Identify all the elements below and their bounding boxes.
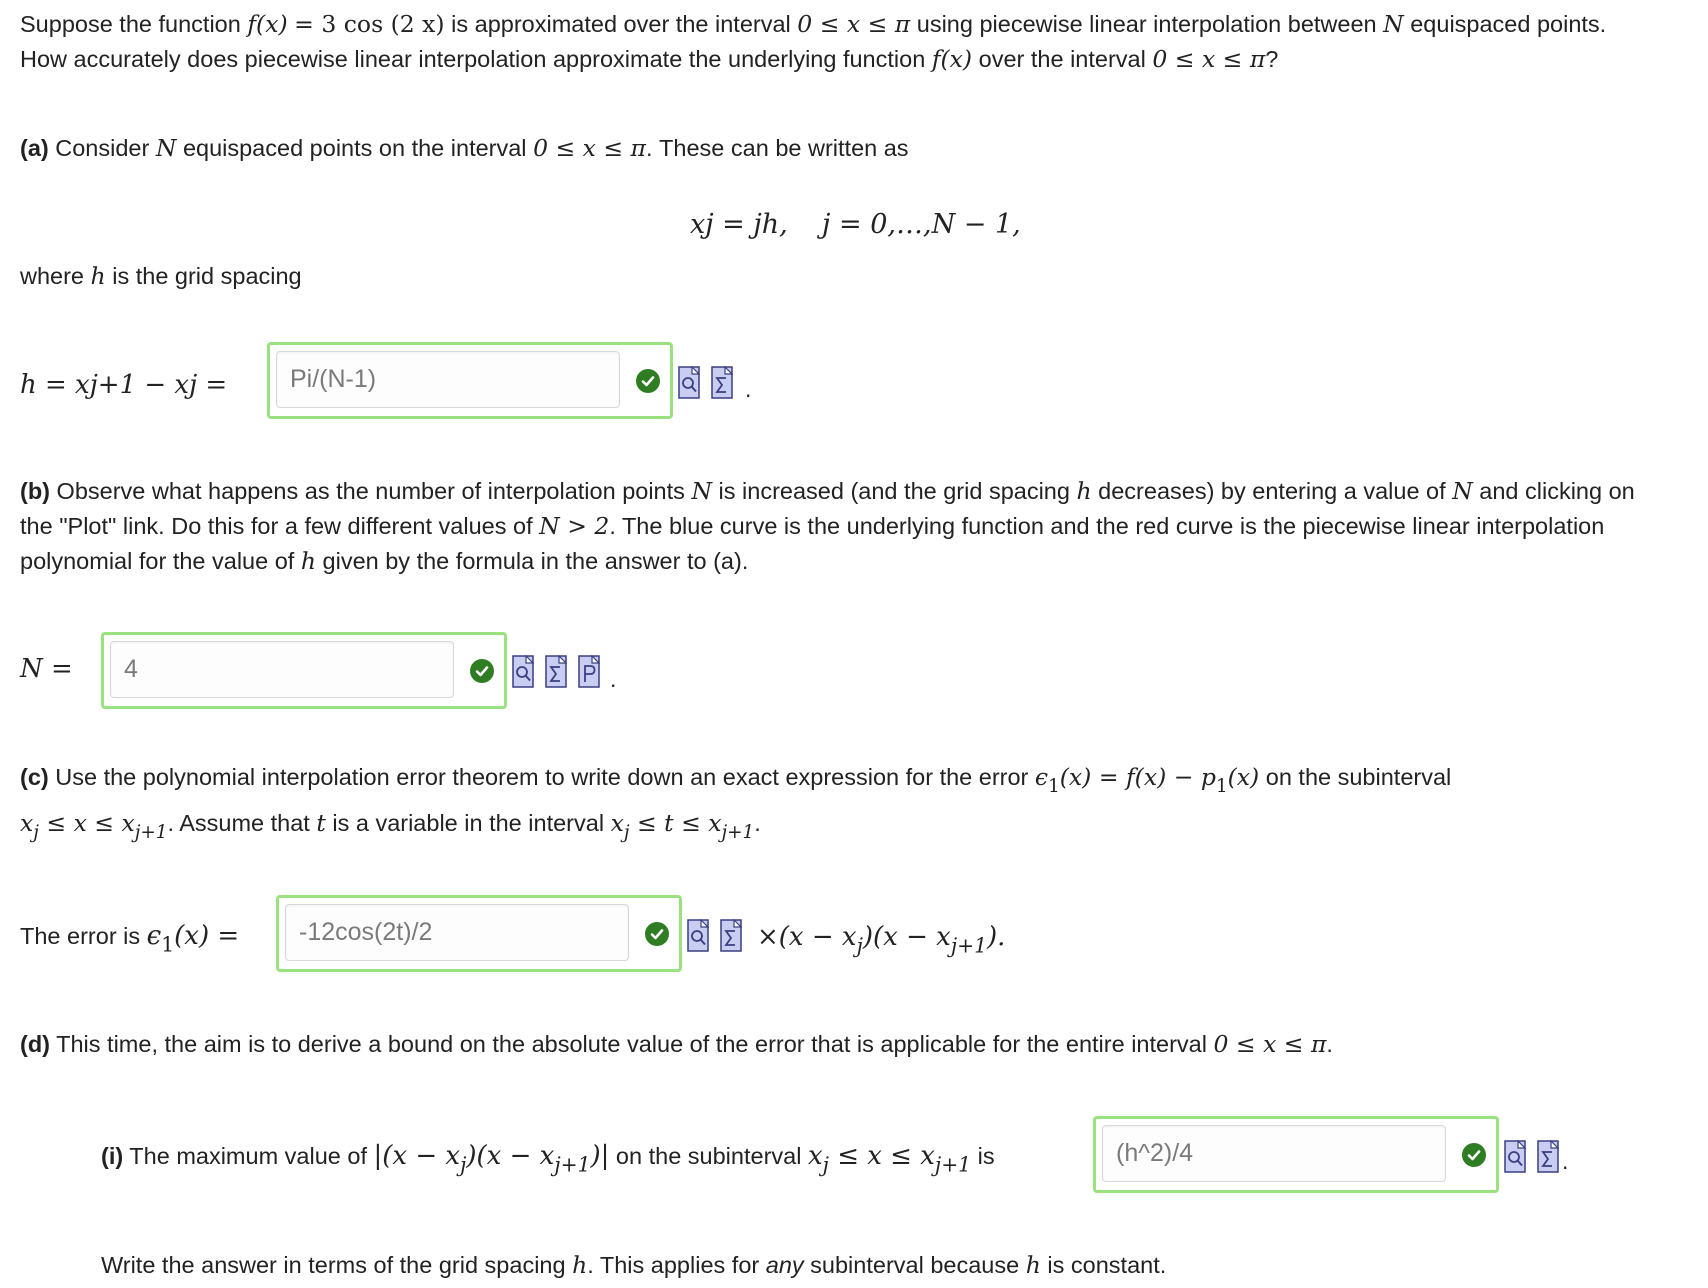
part-d-i-label: (i) [101, 1143, 124, 1169]
answer-box-c [276, 895, 682, 972]
part-a-statement: (a) Consider N equispaced points on the interval 0 ≤ x ≤ π. These can be written as [20, 134, 909, 162]
part-b-label: (b) [20, 478, 51, 504]
correct-check-icon [636, 369, 660, 393]
part-d-i-statement: (i) The maximum value of $|(x - x_j)(x - x_{j+1})|$ on the subinterval $x_j \le x \le x_{j+1}$ is [101, 1141, 995, 1177]
N-equation-label: N = [20, 654, 73, 684]
part-d-statement: (d) This time, the aim is to derive a bound on the absolute value of the error that is applicable for the entire interval 0 ≤ x ≤ π. [20, 1030, 1333, 1058]
preview-icon[interactable] [687, 919, 709, 952]
part-c-label: (c) [20, 764, 49, 790]
correct-check-icon [1462, 1143, 1486, 1167]
plot-icon[interactable] [578, 655, 600, 688]
preview-icon[interactable] [1504, 1140, 1526, 1173]
correct-check-icon [470, 659, 494, 683]
part-c-statement: (c) Use the polynomial interpolation error theorem to write down an exact expression for the error $\epsilon_1(x) = f(x) - p_1(x)$ on the subinterval $x_j \le x \le x_{j+1}$. Assume that t is a variable in the interval $x_j \le t \le x_{j+1}$. [20, 763, 1452, 843]
answer-input-c[interactable] [285, 904, 629, 961]
error-factor-expression: $\times(x - x_j)(x - x_{j+1})$. [757, 922, 1006, 958]
part-b-statement: (b) Observe what happens as the number of interpolation points N is increased (and the grid spacing h decreases) by entering a value of N and clicking on the "Plot" link. Do this for a few different values of N > 2. The blue curve is the underlying function and the red curve is the piecewise linear interpolation polynomial for the value of h given by the formula in the answer to (a). [20, 477, 1635, 575]
answer-input-d-i[interactable] [1102, 1125, 1446, 1182]
equation-editor-icon[interactable] [720, 919, 742, 952]
answer-box-d-i [1093, 1116, 1499, 1193]
part-b-period: . [610, 666, 617, 692]
answer-box-b [101, 632, 507, 709]
answer-input-b[interactable] [110, 641, 454, 698]
preview-icon[interactable] [678, 366, 700, 399]
answer-input-a[interactable] [276, 351, 620, 408]
part-a-label: (a) [20, 135, 49, 161]
h-equation-label: h = xj+1 − xj = [20, 370, 228, 400]
part-d-i-note: Write the answer in terms of the grid spacing h. This applies for any subinterval because h is constant. [101, 1251, 1167, 1279]
equation-editor-icon[interactable] [1537, 1140, 1559, 1173]
part-d-i-period: . [1562, 1148, 1569, 1174]
problem-intro [20, 7, 1700, 77]
intro-line-2: How accurately does piecewise linear interpolation approximate the underlying function f(x) over the interval 0 ≤ x ≤ π? [20, 45, 1279, 73]
equation-editor-icon[interactable] [545, 655, 567, 688]
answer-box-a [267, 342, 673, 419]
equation-editor-icon[interactable] [711, 366, 733, 399]
preview-icon[interactable] [512, 655, 534, 688]
grid-points-equation: xj = jh, j = 0,…,N − 1, [690, 209, 1021, 240]
correct-check-icon [645, 922, 669, 946]
where-h-text: where h is the grid spacing [20, 262, 302, 290]
part-a-period: . [745, 376, 752, 402]
error-label: The error is $\epsilon_1(x)$ = [20, 921, 240, 957]
part-d-label: (d) [20, 1031, 51, 1057]
intro-line-1: Suppose the function f(x) = 3 cos (2 x) is approximated over the interval 0 ≤ x ≤ π using piecewise linear interpolation between N equispaced points. [20, 10, 1607, 38]
